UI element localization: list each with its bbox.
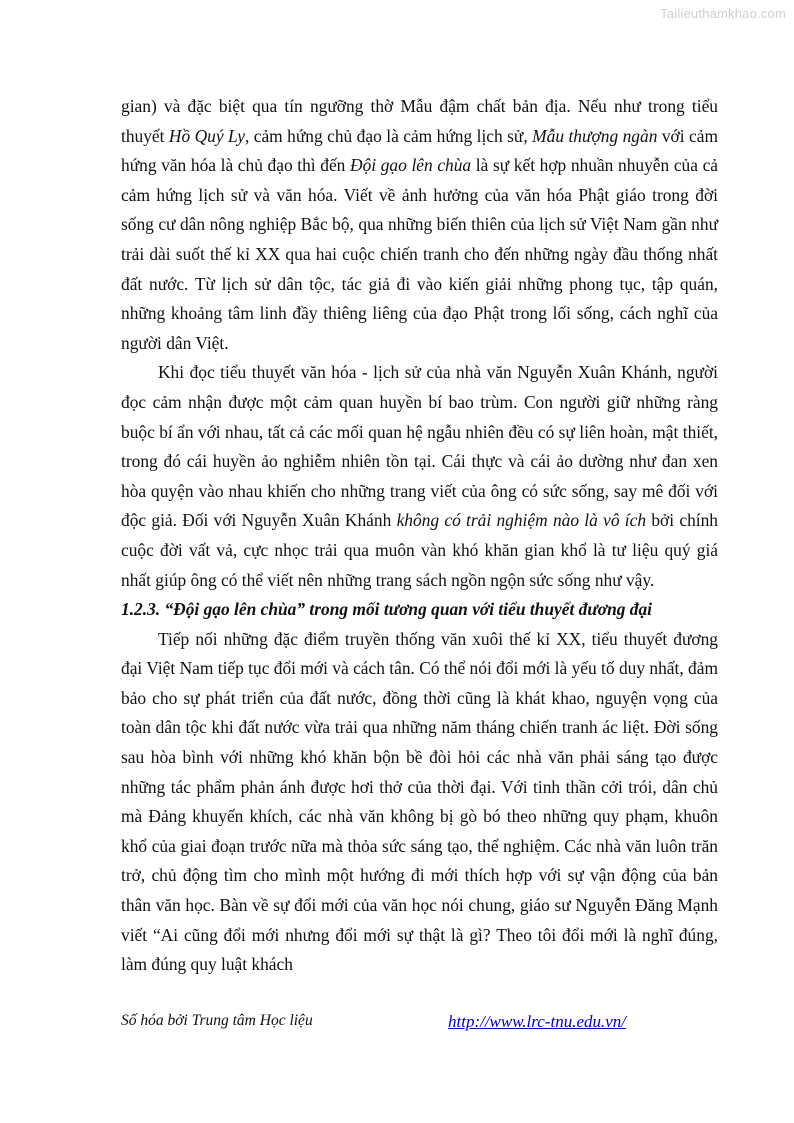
title-ho-quy-ly: Hồ Quý Ly [168, 125, 245, 146]
paragraph-1-text-d: là sự kết hợp nhuần nhuyễn của cả cảm hứng lịch sử và văn hóa. Viết về ảnh hưởng của văn hóa Phật giáo trong đời sống cư dân nông nghiệp Bắc bộ, qua những biến thiên của lịch sử Việt Nam gần như trải dài suốt thế kỉ XX qua hai cuộc chiến tranh cho đến những ngày đầu thống nhất đất nước. Từ lịch sử dân tộc, tác giả đi vào kiến giải những phong tục, tập quán, những khoảng tâm linh đầy thiêng liêng của đạo Phật trong lối sống, cách nghĩ của người dân Việt. [121, 155, 719, 353]
paragraph-1 [121, 92, 718, 358]
document-body [121, 92, 718, 980]
paragraph-1-text-c: với cảm hứng văn hóa là chủ đạo thì đến [121, 125, 718, 176]
paragraph-3: Tiếp nối những đặc điểm truyền thống văn xuôi thế kỉ XX, tiểu thuyết đương đại Việt Nam tiếp tục đổi mới và cách tân. Có thể nói đổi mới là yếu tố duy nhất, đảm bảo cho sự phát triển của đất nước, đồng thời cũng là khát khao, nguyện vọng của toàn dân tộc khi đất nước vừa trải qua những năm tháng chiến tranh ác liệt. Đời sống sau hòa bình với những khó khăn bộn bề đòi hỏi các nhà văn phải sáng tạo được những tác phẩm phản ánh được hơi thở của thời đại. Với tinh thần cởi trói, dân chủ mà Đảng khuyến khích, các nhà văn không bị gò bó theo những quy phạm, khuôn khổ của giai đoạn trước nữa mà thỏa sức sáng tạo, thể nghiệm. Các nhà văn luôn trăn trở, chủ động tìm cho mình một hướng đi mới thích hợp với sự vận động của bản thân văn học. Bàn về sự đổi mới của văn học nói chung, giáo sư Nguyễn Đăng Mạnh viết “Ai cũng đổi mới nhưng đổi mới sự thật là gì? Theo tôi đổi mới là nghĩ đúng, làm đúng quy luật khách [121, 628, 718, 975]
footer-link[interactable]: http://www.lrc-tnu.edu.vn/ [448, 1012, 627, 1031]
page-footer [121, 1012, 721, 1036]
paragraph-2-text-b: bởi chính cuộc đời vất vả, cực nhọc trải qua muôn vàn khó khăn gian khổ là tư liệu quý giá nhất giúp ông có thể viết nên những trang sách ngồn ngộn sức sống như vậy. [121, 510, 718, 590]
section-heading: 1.2.3. “Đội gạo lên chùa” trong mối tương quan với tiểu thuyết đương đại [121, 599, 653, 620]
footer-credit: Số hóa bởi Trung tâm Học liệu [121, 1012, 313, 1029]
watermark: Tailieuthamkhao.com [660, 6, 786, 21]
paragraph-2-italic-phrase: không có trải nghiệm nào là vô ích [396, 510, 647, 531]
paragraph-1-text-b: , cảm hứng chủ đạo là cảm hứng lịch sử, [244, 125, 533, 146]
paragraph-2 [121, 358, 718, 595]
title-mau-thuong-ngan: Mẫu thượng ngàn [532, 125, 658, 146]
paragraph-1-text-a: gian) và đặc biệt qua tín ngưỡng thờ Mẫu đậm chất bản địa. Nếu như trong tiểu thuyết [121, 96, 718, 146]
paragraph-2-text-a: Khi đọc tiểu thuyết văn hóa - lịch sử của nhà văn Nguyễn Xuân Khánh, người đọc cảm nhận được một cảm quan huyền bí bao trùm. Con người giữ những ràng buộc bí ẩn với nhau, tất cả các mối quan hệ ngẫu nhiên đều có sự liên hoàn, mật thiết, trong đó cái huyền ảo nghiễm nhiên tồn tại. Cái thực và cái ảo dường như đan xen hòa quyện vào nhau khiến cho những trang viết của ông có sức sống, say mê đối với độc giả. Đối với Nguyễn Xuân Khánh [121, 362, 718, 531]
title-doi-gao-len-chua: Đội gạo lên chùa [350, 155, 472, 176]
